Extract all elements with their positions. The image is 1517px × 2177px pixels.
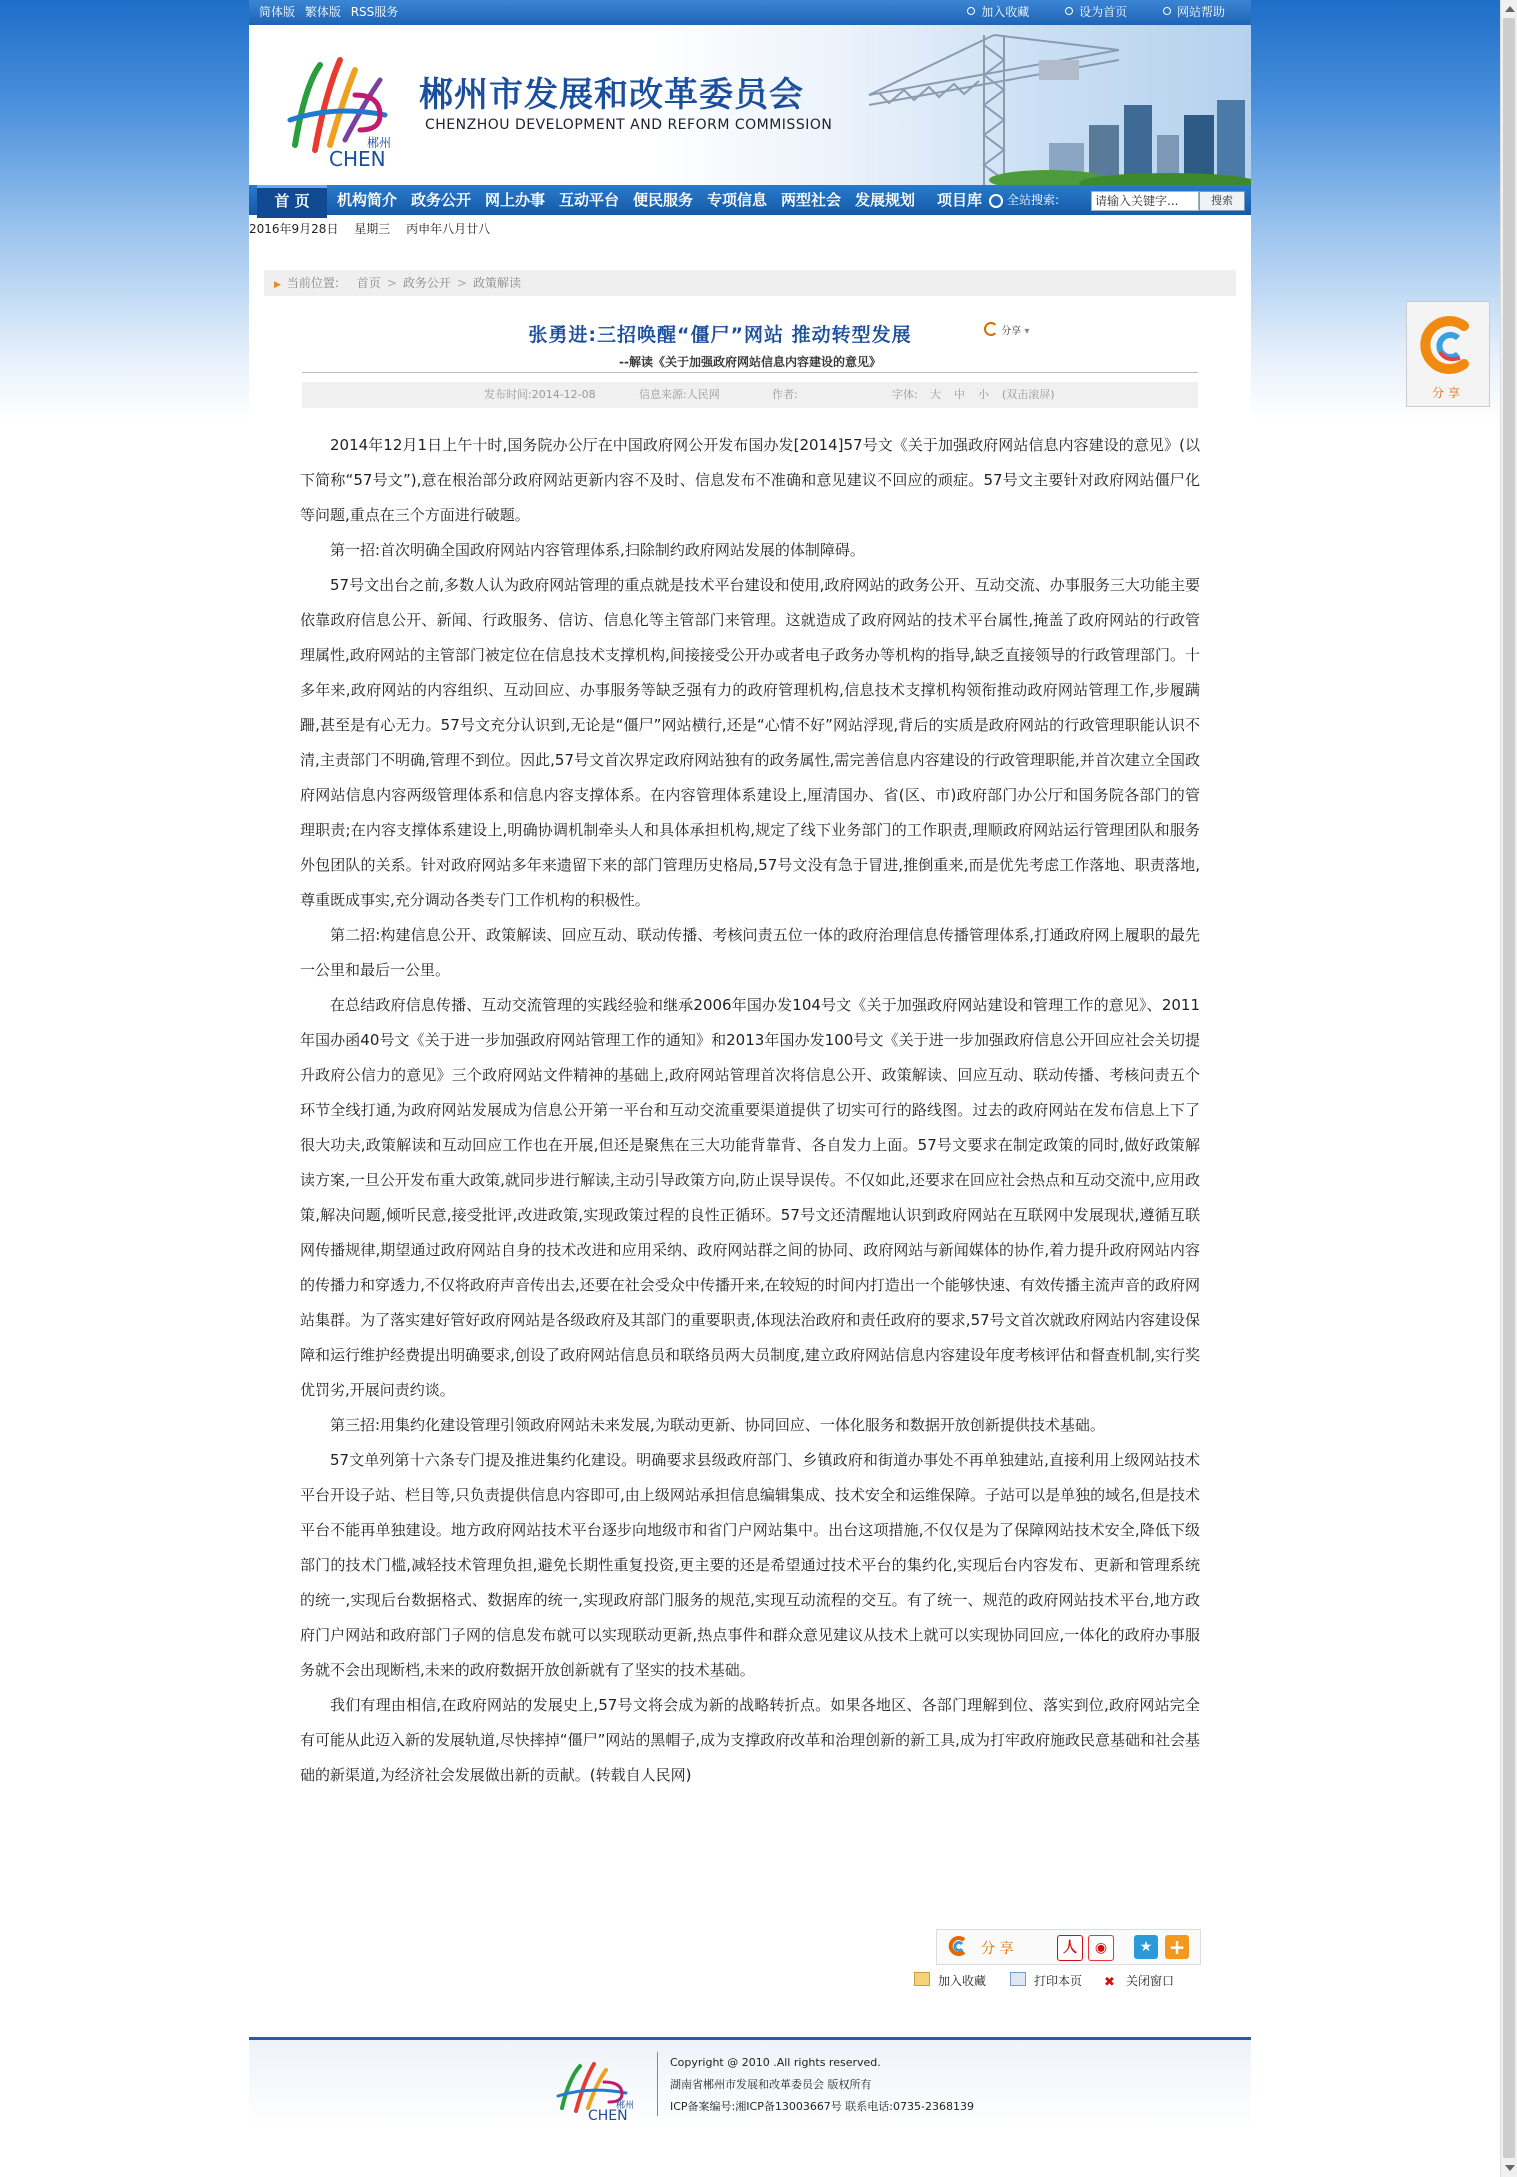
search-input[interactable]: 请输入关键字... <box>1091 191 1199 211</box>
breadcrumb-separator-icon: > <box>386 276 397 290</box>
qzone-share-icon[interactable]: ★ <box>1134 1935 1158 1959</box>
share-mini-button[interactable] <box>984 322 1029 337</box>
share-label: 分 享 <box>981 1941 1014 1957</box>
main-nav <box>249 185 1251 215</box>
svg-text:CHEN: CHEN <box>329 147 386 170</box>
nav-two-type-society[interactable]: 两型社会 <box>781 191 842 209</box>
svg-text:郴州: 郴州 <box>616 2101 635 2111</box>
lunar-date: 丙申年八月廿八 <box>406 222 491 236</box>
print-icon <box>1010 1972 1026 1986</box>
print-label: 打印本页 <box>1034 1974 1083 1988</box>
floating-share-label: 分享 <box>1431 386 1464 400</box>
footer-owner: 湖南省郴州市发展和改革委员会 版权所有 <box>670 2078 872 2091</box>
svg-text:郴州: 郴州 <box>367 136 392 150</box>
nav-home[interactable]: 首 页 <box>257 185 327 218</box>
share-mini-label: 分享 <box>1001 326 1022 337</box>
top-right-links <box>935 0 1225 25</box>
breadcrumb-arrow-icon: ▶ <box>274 280 281 290</box>
nav-about[interactable]: 机构简介 <box>337 191 398 209</box>
header-banner <box>249 25 1251 185</box>
article-body <box>300 428 1200 1793</box>
nav-development-plan[interactable]: 发展规划 <box>855 191 916 209</box>
footer-text <box>670 2052 974 2118</box>
breadcrumb-gov-affairs[interactable]: 政务公开 <box>402 276 451 290</box>
footer-logo <box>554 2056 644 2121</box>
article-paragraph: 第二招:构建信息公开、政策解读、回应互动、联动传播、考核问责五位一体的政府治理信息传播管理体系,打通政府网上履职的最先一公里和最后一公里。 <box>300 926 1200 979</box>
share-logo-icon <box>947 1935 969 1957</box>
font-size-large[interactable]: 大 <box>930 388 941 401</box>
footer <box>249 2040 1251 2130</box>
share-logo-icon <box>1420 312 1476 378</box>
site-title: 郴州市发展和改革委员会 <box>419 75 804 115</box>
font-size-small[interactable]: 小 <box>978 388 989 401</box>
more-share-button[interactable]: + <box>1165 1935 1189 1959</box>
nav-online-service[interactable]: 网上办事 <box>485 191 546 209</box>
article-paragraph: 第三招:用集约化建设管理引领政府网站未来发展,为联动更新、协同回应、一体化服务和数据开放创新提供技术基础。 <box>330 1416 1105 1434</box>
lang-simplified-link[interactable]: 简体版 <box>259 5 296 19</box>
breadcrumb <box>264 270 1236 296</box>
divider <box>302 372 1198 373</box>
article-paragraph: 我们有理由相信,在政府网站的发展史上,57号文将会成为新的战略转折点。如果各地区、各部门理解到位、落实到位,政府网站完全有可能从此迈入新的发展轨道,尽快摔掉“僵尸”网站的黑帽子,成为支撑政府改革和治理创新的新工具,成为打牢政府施政民意基础和社会基础的新渠道,为经济社会发展做出新的贡献。(转载自人民网) <box>300 1696 1200 1784</box>
close-action[interactable] <box>1104 1972 1174 1989</box>
vertical-scrollbar[interactable] <box>1500 0 1517 2177</box>
nav-gov-affairs[interactable]: 政务公开 <box>411 191 472 209</box>
nav-special-info[interactable]: 专项信息 <box>707 191 768 209</box>
add-favorite-link[interactable]: 加入收藏 <box>967 5 1029 19</box>
folder-icon <box>914 1972 930 1986</box>
favorite-label: 加入收藏 <box>938 1974 987 1988</box>
date-line <box>249 220 502 237</box>
nav-public-service[interactable]: 便民服务 <box>633 191 694 209</box>
author: 作者: <box>772 388 798 401</box>
weibo-share-icon[interactable]: ◉ <box>1088 1935 1114 1961</box>
set-homepage-link[interactable]: 设为首页 <box>1065 5 1127 19</box>
article-paragraph: 57号文出台之前,多数人认为政府网站管理的重点就是技术平台建设和使用,政府网站的政务公开、互动交流、办事服务三大功能主要依靠政府信息公开、新闻、行政服务、信访、信息化等主管部门来管理。这就造成了政府网站的技术平台属性,掩盖了政府网站的行政管理属性,政府网站的主管部门被定位在信息技术支撑机构,间接接受公开办或者电子政务办等机构的指导,缺乏直接领导的行政管理部门。十多年来,政府网站的内容组织、互动回应、办事服务等缺乏强有力的政府管理机构,信息技术支撑机构领衔推动政府网站管理工作,步履蹒跚,甚至是有心无力。57号文充分认识到,无论是“僵尸”网站横行,还是“心情不好”网站浮现,背后的实质是政府网站的行政管理职能认识不清,主责部门不明确,管理不到位。因此,57号文首次界定政府网站独有的政务属性,需完善信息内容建设的行政管理职能,并首次建立全国政府网站信息内容两级管理体系和信息内容支撑体系。在内容管理体系建设上,厘清国办、省(区、市)政府部门办公厅和国务院各部门的管理职责;在内容支撑体系建设上,明确协调机制牵头人和具体承担机构,规定了线下业务部门的工作职责,理顺政府网站运行管理团队和服务外包团队的关系。针对政府网站多年来遗留下来的部门管理历史格局,57号文没有急于冒进,推倒重来,而是优先考虑工作落地、职责落地,尊重既成事实,充分调动各类专门工作机构的积极性。 <box>300 576 1200 909</box>
breadcrumb-separator-icon: > <box>456 276 467 290</box>
lang-traditional-link[interactable]: 繁体版 <box>304 5 341 19</box>
footer-icp: ICP备案编号:湘ICP备13003667号 联系电话:0735-2368139 <box>670 2100 974 2113</box>
article-paragraph: 在总结政府信息传播、互动交流管理的实践经验和继承2006年国办发104号文《关于加强政府网站建设和管理工作的意见》、2011年国办函40号文《关于进一步加强政府网站管理工作的通知》和2013年国办发100号文《关于进一步加强政府信息公开回应社会关切提升政府公信力的意见》三个政府网站文件精神的基础上,政府网站管理首次将信息公开、政策解读、回应互动、联动传播、考核问责五个环节全线打通,为政府网站发展成为信息公开第一平台和互动交流重要渠道提供了切实可行的路线图。过去的政府网站在发布信息上下了很大功夫,政策解读和互动回应工作也在开展,但还是聚焦在三大功能背靠背、各自发力上面。57号文要求在制定政策的同时,做好政策解读方案,一旦公开发布重大政策,就同步进行解读,主动引导政策方向,防止误导误传。不仅如此,还要求在回应社会热点和互动交流中,应用政策,解决问题,倾听民意,接受批评,改进政策,实现政策过程的良性正循环。57号文还清醒地认识到政府网站在互联网中发展现状,遵循互联网传播规律,期望通过政府网站自身的技术改进和应用采纳、政府网站群之间的协同、政府网站与新闻媒体的协作,着力提升政府网站内容的传播力和穿透力,不仅将政府声音传出去,还要在社会受众中传播开来,在较短的时间内打造出一个能够快速、有效传播主流声音的政府网站集群。为了落实建好管好政府网站是各级政府及其部门的重要职责,体现法治政府和责任政府的要求,57号文首次就政府网站内容建设保障和运行维护经费提出明确要求,创设了政府网站信息员和联络员两大员制度,建立政府网站信息内容建设年度考核评估和督查机制,实行奖优罚劣,开展问责约谈。 <box>300 996 1200 1399</box>
page-container <box>249 0 1251 2177</box>
floating-share-widget[interactable] <box>1406 301 1490 407</box>
nav-interaction[interactable]: 互动平台 <box>559 191 620 209</box>
search-button[interactable]: 搜索 <box>1199 191 1245 211</box>
renren-share-icon[interactable]: 人 <box>1057 1935 1083 1961</box>
search-label: 全站搜索: <box>1007 193 1060 207</box>
site-help-link[interactable]: 网站帮助 <box>1163 5 1225 19</box>
chevron-down-icon: ▾ <box>1024 326 1030 337</box>
breadcrumb-policy[interactable]: 政策解读 <box>472 276 521 290</box>
nav-project-library[interactable]: 项目库 <box>937 191 983 209</box>
svg-text:CHEN: CHEN <box>588 2108 628 2121</box>
info-source: 信息来源:人民网 <box>639 388 720 401</box>
current-weekday: 星期三 <box>354 222 391 236</box>
rss-link[interactable]: RSS服务 <box>350 5 399 19</box>
favorite-action[interactable] <box>914 1972 986 1989</box>
footer-vertical-divider <box>657 2052 658 2116</box>
site-subtitle: CHENZHOU DEVELOPMENT AND REFORM COMMISSION <box>425 117 833 133</box>
current-date: 2016年9月28日 <box>249 222 339 236</box>
font-size-label: 字体: <box>892 388 918 401</box>
crane-skyline-illustration <box>789 25 1251 185</box>
article-paragraph: 57文单列第十六条专门提及推进集约化建设。明确要求县级政府部门、乡镇政府和街道办事处不再单独建站,直接利用上级网站技术平台开设子站、栏目等,只负责提供信息内容即可,由上级网站承担信息编辑集成、技术安全和运维保障。子站可以是单独的域名,但是技术平台不能再单独建设。地方政府网站技术平台逐步向地级市和省门户网站集中。出台这项措施,不仅仅是为了保障网站技术安全,降低下级部门的技术门槛,减轻技术管理负担,避免长期性重复投资,更主要的还是希望通过技术平台的集约化,实现后台内容发布、更新和管理系统的统一,实现后台数据格式、数据库的统一,实现政府部门服务的规范,实现互动流程的交互。有了统一、规范的政府网站技术平台,地方政府门户网站和政府部门子网的信息发布就可以实现联动更新,热点事件和群众意见建议从技术上就可以实现协同回应,一体化的政府办事服务就不会出现断档,未来的政府数据开放创新就有了坚实的技术基础。 <box>300 1451 1200 1679</box>
scroll-down-arrow-icon[interactable] <box>1505 2165 1515 2171</box>
footer-copyright: Copyright @ 2010 .All rights reserved. <box>670 2056 881 2069</box>
close-label: 关闭窗口 <box>1126 1974 1175 1988</box>
article-title-wrap <box>249 320 1251 347</box>
font-size-medium[interactable]: 中 <box>954 388 965 401</box>
article-paragraph: 2014年12月1日上午十时,国务院办公厅在中国政府网公开发布国办发[2014]57号文《关于加强政府网站信息内容建设的意见》(以下简称“57号文”),意在根治部分政府网站更新内容不及时、信息发布不准确和意见建议不回应的顽症。57号文主要针对政府网站僵尸化等问题,重点在三个方面进行破题。 <box>300 436 1200 524</box>
dblclick-scroll-hint: (双击滚屏) <box>1002 388 1055 401</box>
article-paragraph: 第一招:首次明确全国政府网站内容管理体系,扫除制约政府网站发展的体制障碍。 <box>330 541 865 559</box>
scrollbar-thumb[interactable] <box>1503 18 1515 2158</box>
close-icon: ✖ <box>1104 1975 1115 1990</box>
print-action[interactable] <box>1010 1972 1082 1989</box>
share-logo-icon <box>984 322 998 336</box>
search-icon <box>989 194 1003 208</box>
language-links <box>259 0 404 25</box>
article-title: 张勇进:三招唤醒“僵尸”网站 推动转型发展 <box>528 324 912 346</box>
top-bar <box>249 0 1251 25</box>
breadcrumb-home[interactable]: 首页 <box>356 276 381 290</box>
share-bar <box>936 1929 1201 1965</box>
site-logo <box>285 45 405 170</box>
article-meta <box>302 382 1198 408</box>
publish-date: 发布时间:2014-12-08 <box>484 388 596 401</box>
scroll-up-arrow-icon[interactable] <box>1505 6 1515 12</box>
article-subtitle: --解读《关于加强政府网站信息内容建设的意见》 <box>619 355 881 369</box>
breadcrumb-label: 当前位置: <box>286 276 339 290</box>
